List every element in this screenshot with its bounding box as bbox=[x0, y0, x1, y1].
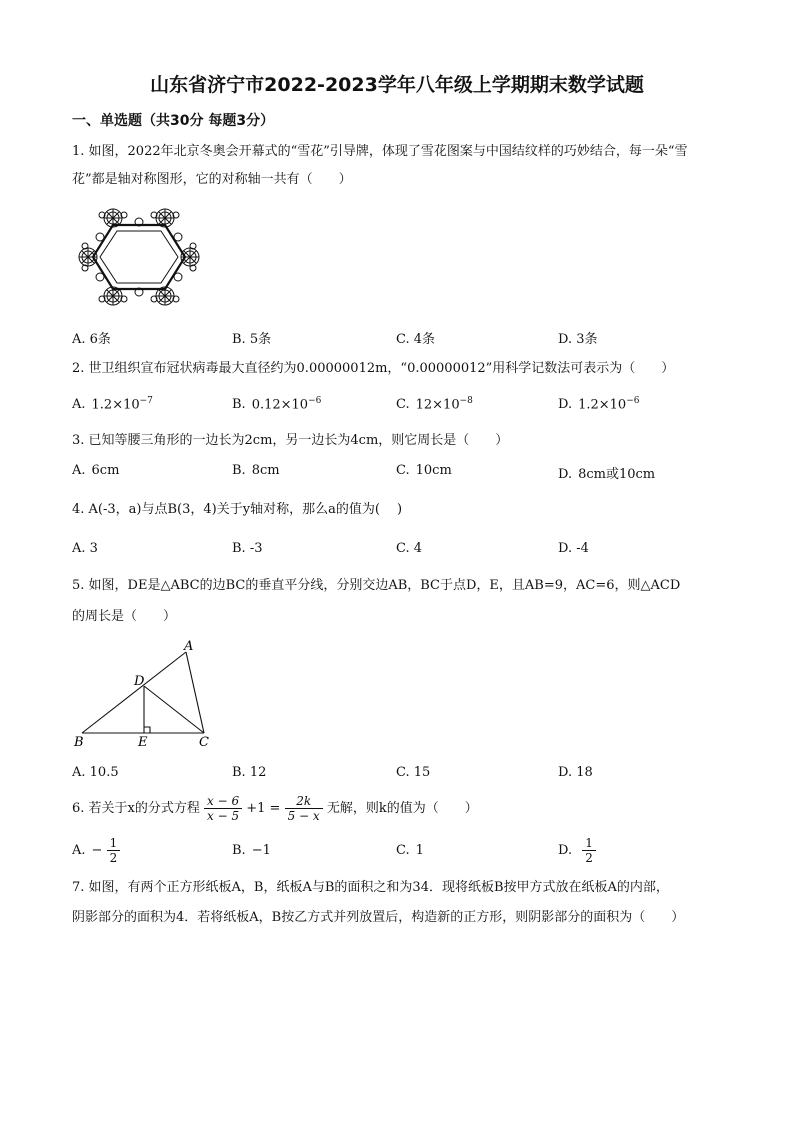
q3-option-c[interactable]: C. 10cm bbox=[396, 463, 452, 478]
q1-option-c[interactable]: C. 4条 bbox=[396, 332, 436, 347]
label-a: A bbox=[184, 639, 194, 654]
q5-option-b[interactable]: B. 12 bbox=[232, 765, 267, 780]
q3-line1: 3. 已知等腰三角形的一边长为2cm，另一边长为4cm，则它周长是（ ） bbox=[72, 433, 509, 448]
q2-option-c[interactable]: C. $12\times 10^{-8}$ bbox=[396, 396, 473, 413]
snowflake-knot-figure bbox=[70, 198, 208, 316]
q1-option-b[interactable]: B. 5条 bbox=[232, 332, 272, 347]
side-ab bbox=[82, 652, 186, 733]
q2-line1: 2. 世卫组织宣布冠状病毒最大直径约为0.00000012m，“0.00000012”用科学记数法可表示为（ ） bbox=[72, 361, 675, 376]
q1-line2: 花”都是轴对称图形，它的对称轴一共有（ ） bbox=[72, 172, 352, 187]
q4-option-d[interactable]: D. -4 bbox=[558, 541, 589, 556]
q4-option-c[interactable]: C. 4 bbox=[396, 541, 423, 556]
q5-line2: 的周长是（ ） bbox=[72, 609, 177, 624]
right-angle-mark bbox=[144, 727, 150, 733]
q6-fraction-2: $\frac{2k}{5 - x}$ bbox=[285, 794, 323, 823]
q1-option-a[interactable]: A. 6条 bbox=[72, 332, 111, 347]
q7-line2: 阴影部分的面积为4．若将纸板A，B按乙方式并列放置后，构造新的正方形，则阴影部分的面积为（ ） bbox=[72, 910, 685, 925]
q1-option-d[interactable]: D. 3条 bbox=[558, 332, 598, 347]
q6-option-a[interactable]: A. − $\frac{1}{2}$ bbox=[72, 834, 120, 868]
q4-option-b[interactable]: B. -3 bbox=[232, 541, 263, 556]
q5-option-d[interactable]: D. 18 bbox=[558, 765, 593, 780]
q2-option-a[interactable]: A. $1.2\times 10^{-7}$ bbox=[72, 396, 153, 413]
q7-line1: 7. 如图，有两个正方形纸板A，B，纸板A与B的面积之和为34．现将纸板B按甲方式放在纸板A的内部， bbox=[72, 880, 669, 895]
label-b: B bbox=[74, 735, 84, 750]
q2-option-b[interactable]: B. $0.12\times 10^{-6}$ bbox=[232, 396, 322, 413]
q5-option-c[interactable]: C. 15 bbox=[396, 765, 431, 780]
q3-option-a[interactable]: A. 6cm bbox=[72, 463, 120, 478]
q4-option-a[interactable]: A. 3 bbox=[72, 541, 98, 556]
q6-option-d[interactable]: D. $\frac{1}{2}$ bbox=[558, 834, 596, 868]
triangle-figure bbox=[70, 638, 220, 753]
label-e: E bbox=[138, 735, 148, 750]
q1-line1: 1. 如图，2022年北京冬奥会开幕式的“雪花”引导牌，体现了雪花图案与中国结纹样的巧妙结合，每一朵“雪 bbox=[72, 144, 688, 159]
q5-option-a[interactable]: A. 10.5 bbox=[72, 765, 119, 780]
q5-line1: 5. 如图，DE是△ABC的边BC的垂直平分线，分别交边AB，BC于点D，E，且AB=9，AC=6，则△ACD bbox=[72, 578, 681, 593]
label-d: D bbox=[134, 674, 145, 689]
label-c: C bbox=[199, 735, 209, 750]
q6-fraction-1: $\frac{x - 6}{x - 5}$ bbox=[204, 794, 242, 823]
q3-option-d[interactable]: D. 8cm或10cm bbox=[558, 467, 656, 482]
section-heading: 一、单选题（共30分 每题3分） bbox=[72, 113, 275, 129]
q6-line1: 6. 若关于x的分式方程 $\frac{x - 6}{x - 5}$ +1 = $\frac{2k}{5 - x}$ 无解，则k的值为（ ） bbox=[72, 794, 478, 823]
q6-option-c[interactable]: C. 1 bbox=[396, 843, 424, 858]
q3-option-b[interactable]: B. 8cm bbox=[232, 463, 280, 478]
q4-line1: 4. A(-3，a)与点B(3，4)关于y轴对称，那么a的值为( ) bbox=[72, 502, 403, 517]
q2-option-d[interactable]: D. $1.2\times 10^{-6}$ bbox=[558, 396, 640, 413]
q6-option-b[interactable]: B. −1 bbox=[232, 843, 271, 858]
page-title: 山东省济宁市2022-2023学年八年级上学期期末数学试题 bbox=[150, 74, 644, 96]
